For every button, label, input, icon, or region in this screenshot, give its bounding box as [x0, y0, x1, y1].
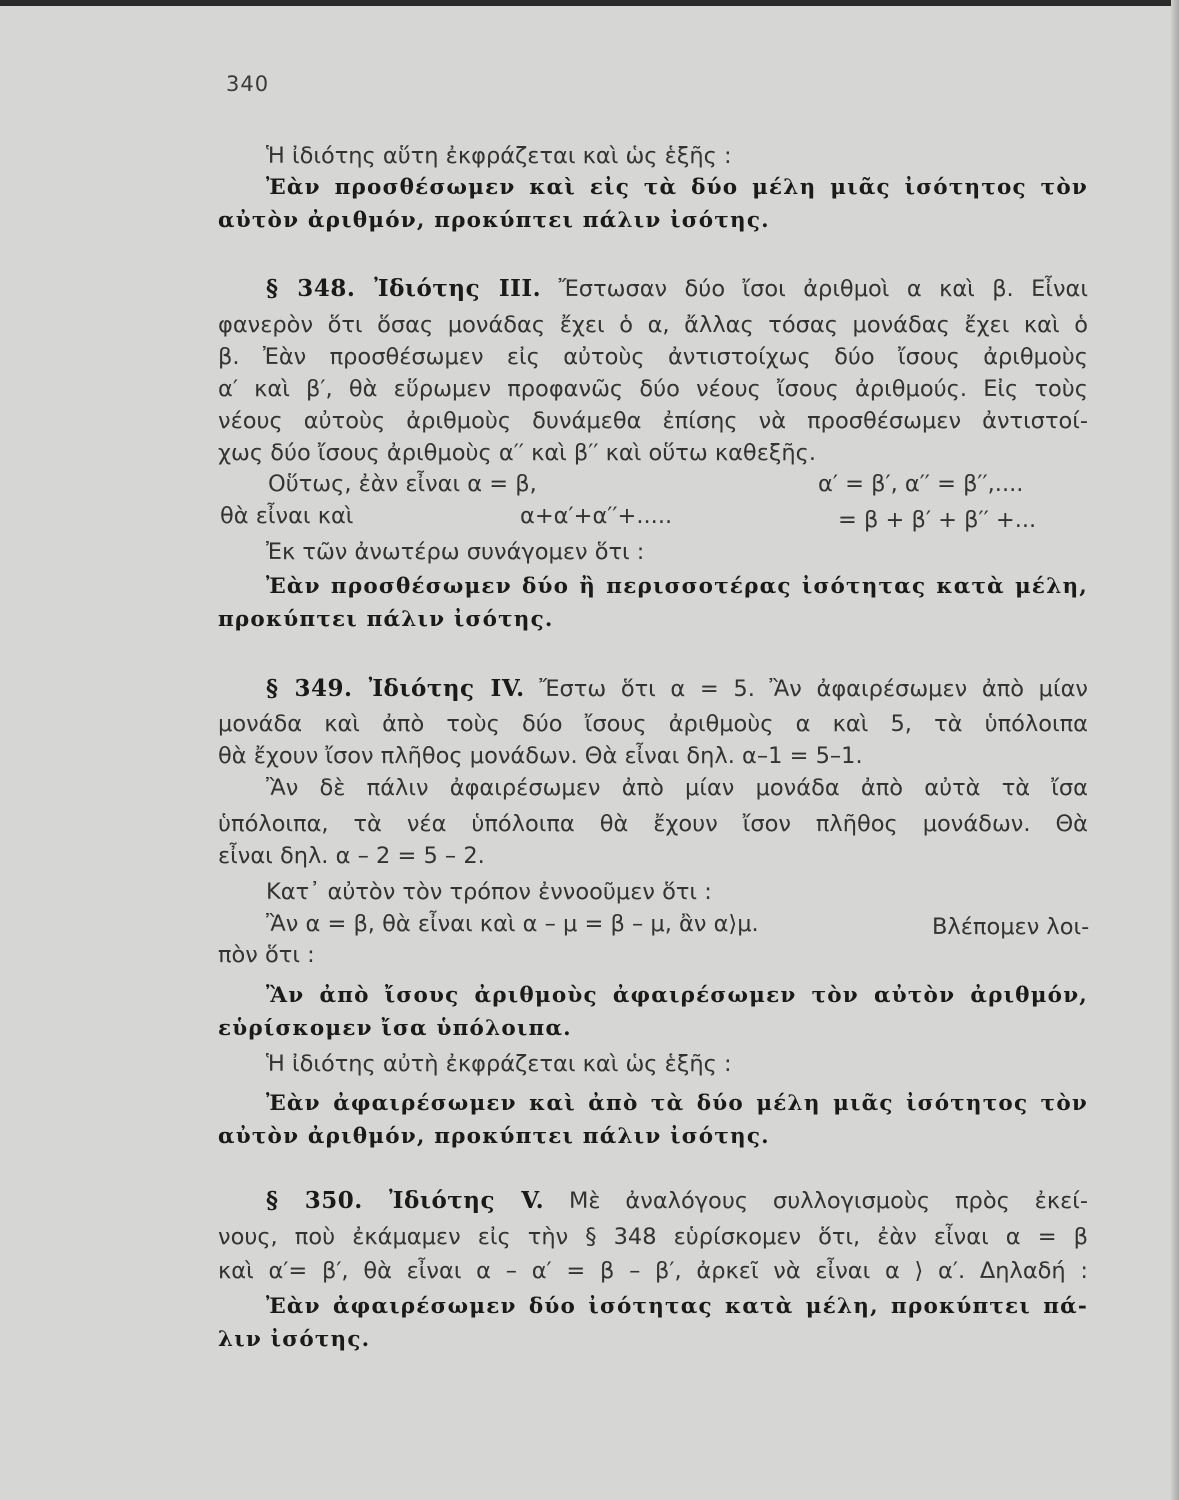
- s348-line1-text: Ἔστωσαν δύο ἴσοι ἀριθμοὶ α καὶ β. Εἶναι: [558, 276, 1088, 302]
- s350-rule-line1: Ἐὰν ἀφαιρέσωμεν δύο ἰσότητας κατὰ μέλη, προκύπτει πά-: [266, 1294, 1088, 1319]
- s348-equation1-right: α′ = β′, α′′ = β′′,....: [818, 471, 1024, 497]
- s349-line4: Ἂν δὲ πάλιν ἀφαιρέσωμεν ἀπὸ μίαν μονάδα ἀπὸ αὐτὰ τὰ ἴσα: [266, 775, 1088, 801]
- s349-line6: εἶναι δηλ. α – 2 = 5 – 2.: [218, 843, 485, 869]
- rule-add-same-line2: αὐτὸν ἀριθμόν, προκύπτει πάλιν ἰσότης.: [218, 208, 770, 233]
- s348-line6: χως δύο ἴσους ἀριθμοὺς α′′ καὶ β′′ καὶ οὕτω καθεξῆς.: [218, 440, 817, 466]
- s350-heading: § 350. Ἰδιότης V.: [266, 1187, 545, 1214]
- s348-line3: β. Ἐὰν προσθέσωμεν εἰς αὐτοὺς ἀντιστοίχως δύο ἴσους ἀριθμοὺς: [218, 344, 1088, 370]
- s348-line1: [218, 273, 1088, 305]
- s349-line1: [218, 673, 1088, 705]
- s349-rule-line1: Ἂν ἀπὸ ἴσους ἀριθμοὺς ἀφαιρέσωμεν τὸν αὐτὸν ἀριθμόν,: [266, 983, 1088, 1008]
- page-right-edge: [1171, 0, 1179, 1500]
- s350-line1-text: Μὲ ἀναλόγους συλλογισμοὺς πρὸς ἐκεί-: [568, 1188, 1088, 1214]
- s349-line5: ὑπόλοιπα, τὰ νέα ὑπόλοιπα θὰ ἔχουν ἴσον πλῆθος μονάδων. Θὰ: [218, 811, 1088, 837]
- top-dark-edge: [0, 0, 1179, 6]
- s349-line8-text: Βλέπομεν λοι-: [932, 914, 1090, 940]
- s348-equation1-left: Οὕτως, ἐὰν εἶναι α = β,: [268, 471, 537, 497]
- s349-line3: θὰ ἔχουν ἴσον πλῆθος μονάδων. Θὰ εἶναι δηλ. α–1 = 5–1.: [218, 743, 863, 769]
- s348-rule-line1: Ἐὰν προσθέσωμεν δύο ἢ περισσοτέρας ἰσότητας κατὰ μέλη,: [266, 574, 1088, 599]
- s349-line1-text: Ἔστω ὅτι α = 5. Ἂν ἀφαιρέσωμεν ἀπὸ μίαν: [539, 676, 1088, 702]
- page-number: 340: [226, 72, 270, 96]
- s350-line3: καὶ α′= β′, θὰ εἶναι α – α′ = β – β′, ἀρκεῖ νὰ εἶναι α ⟩ α′. Δηλαδή :: [218, 1258, 1088, 1284]
- s349-line8-formula: Ἂν α = β, θὰ εἶναι καὶ α – μ = β – μ, ἂν α⟩μ.: [266, 911, 759, 937]
- s349-rule2-line1: Ἐὰν ἀφαιρέσωμεν καὶ ἀπὸ τὰ δύο μέλη μιᾶς ἰσότητος τὸν: [266, 1091, 1088, 1116]
- s349-line10: Ἡ ἰδιότης αὐτὴ ἐκφράζεται καὶ ὡς ἑξῆς :: [266, 1051, 732, 1077]
- s350-rule-line2: λιν ἰσότης.: [218, 1327, 371, 1352]
- s348-line5: νέους αὐτοὺς ἀριθμοὺς δυνάμεθα ἐπίσης νὰ προσθέσωμεν ἀντιστοί-: [218, 408, 1088, 434]
- s348-equation2-right: = β + β′ + β′′ +...: [838, 507, 1037, 533]
- s349-heading: § 349. Ἰδιότης IV.: [266, 675, 525, 702]
- s349-rule2-line2: αὐτὸν ἀριθμόν, προκύπτει πάλιν ἰσότης.: [218, 1124, 770, 1149]
- s350-line2: νους, ποὺ ἐκάμαμεν εἰς τὴν § 348 εὑρίσκομεν ὅτι, ἐὰν εἶναι α = β: [218, 1224, 1088, 1250]
- s348-heading: § 348. Ἰδιότης ΙΙΙ.: [266, 275, 542, 302]
- s348-line2: φανερὸν ὅτι ὅσας μονάδας ἔχει ὁ α, ἄλλας τόσας μονάδας ἔχει καὶ ὁ: [218, 312, 1088, 338]
- s349-rule-line2: εὑρίσκομεν ἴσα ὑπόλοιπα.: [218, 1016, 572, 1041]
- s349-line9: πὸν ὅτι :: [218, 942, 315, 968]
- intro-sentence: Ἡ ἰδιότης αὕτη ἐκφράζεται καὶ ὡς ἑξῆς :: [266, 143, 732, 169]
- s348-equation2-middle: α+α′+α′′+.....: [520, 503, 673, 529]
- s350-line1: [218, 1185, 1088, 1217]
- s348-conclusion: Ἐκ τῶν ἀνωτέρω συνάγομεν ὅτι :: [266, 539, 645, 565]
- s348-line4: α′ καὶ β′, θὰ εὕρωμεν προφανῶς δύο νέους ἴσους ἀριθμούς. Εἰς τοὺς: [218, 376, 1088, 402]
- s348-equation2-left: θὰ εἶναι καὶ: [220, 503, 354, 529]
- s349-line2: μονάδα καὶ ἀπὸ τοὺς δύο ἴσους ἀριθμοὺς α καὶ 5, τὰ ὑπόλοιπα: [218, 711, 1088, 737]
- rule-add-same-line1: Ἐὰν προσθέσωμεν καὶ εἰς τὰ δύο μέλη μιᾶς ἰσότητος τὸν: [266, 175, 1088, 200]
- s348-rule-line2: προκύπτει πάλιν ἰσότης.: [218, 607, 554, 632]
- s349-line7: Κατ᾿ αὐτὸν τὸν τρόπον ἐννοοῦμεν ὅτι :: [266, 879, 712, 905]
